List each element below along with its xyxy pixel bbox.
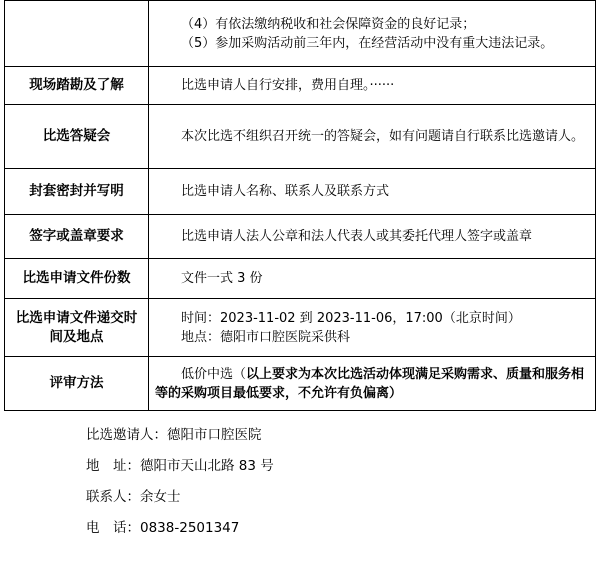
table-row (5, 299, 596, 357)
table-row (5, 169, 596, 215)
row-value-evaluation (149, 357, 596, 411)
row-value-site-visit: 比选申请人自行安排，费用自理。······ (149, 67, 596, 105)
contact-address: 地 址：德阳市天山北路 83 号 (86, 458, 274, 474)
contact-block (86, 420, 274, 544)
row-label-evaluation: 评审方法 (5, 357, 149, 411)
row-label-submission: 比选申请文件递交时间及地点 (5, 299, 149, 357)
contact-phone: 电 话：0838-2501347 (86, 520, 240, 536)
row-label-empty (5, 1, 149, 67)
procurement-info-table (4, 0, 596, 411)
table-row (5, 357, 596, 411)
row-label-envelope-seal: 封套密封并写明 (5, 169, 149, 215)
evaluation-method: 低价中选（ (181, 366, 247, 382)
table-row (5, 105, 596, 169)
row-label-copies: 比选申请文件份数 (5, 259, 149, 299)
requirement-line-5: （5）参加采购活动前三年内，在经营活动中没有重大违法记录。 (181, 35, 554, 51)
row-value-requirements (149, 1, 596, 67)
submission-time: 时间：2023-11-02 到 2023-11-06，17:00（北京时间） (181, 310, 521, 326)
row-value-envelope-seal: 比选申请人名称、联系人及联系方式 (149, 169, 596, 215)
row-label-qa-meeting: 比选答疑会 (5, 105, 149, 169)
row-label-signature: 签字或盖章要求 (5, 215, 149, 259)
submission-place: 地点：德阳市口腔医院采供科 (181, 329, 351, 345)
row-value-copies: 文件一式 3 份 (149, 259, 596, 299)
table-row (5, 67, 596, 105)
contact-inviter: 比选邀请人：德阳市口腔医院 (86, 427, 262, 443)
row-value-submission (149, 299, 596, 357)
table-row (5, 1, 596, 67)
row-value-qa-meeting: 本次比选不组织召开统一的答疑会，如有问题请自行联系比选邀请人。 (149, 105, 596, 169)
row-value-signature: 比选申请人法人公章和法人代表人或其委托代理人签字或盖章 (149, 215, 596, 259)
row-label-site-visit: 现场踏勘及了解 (5, 67, 149, 105)
evaluation-note: 以上要求为本次比选活动体现满足采购需求、质量和服务相等的采购项目最低要求，不允许有负偏离） (155, 366, 585, 401)
requirement-line-4: （4）有依法缴纳税收和社会保障资金的良好记录； (181, 16, 476, 32)
contact-person: 联系人：余女士 (86, 489, 181, 505)
table-row (5, 259, 596, 299)
table-row (5, 215, 596, 259)
